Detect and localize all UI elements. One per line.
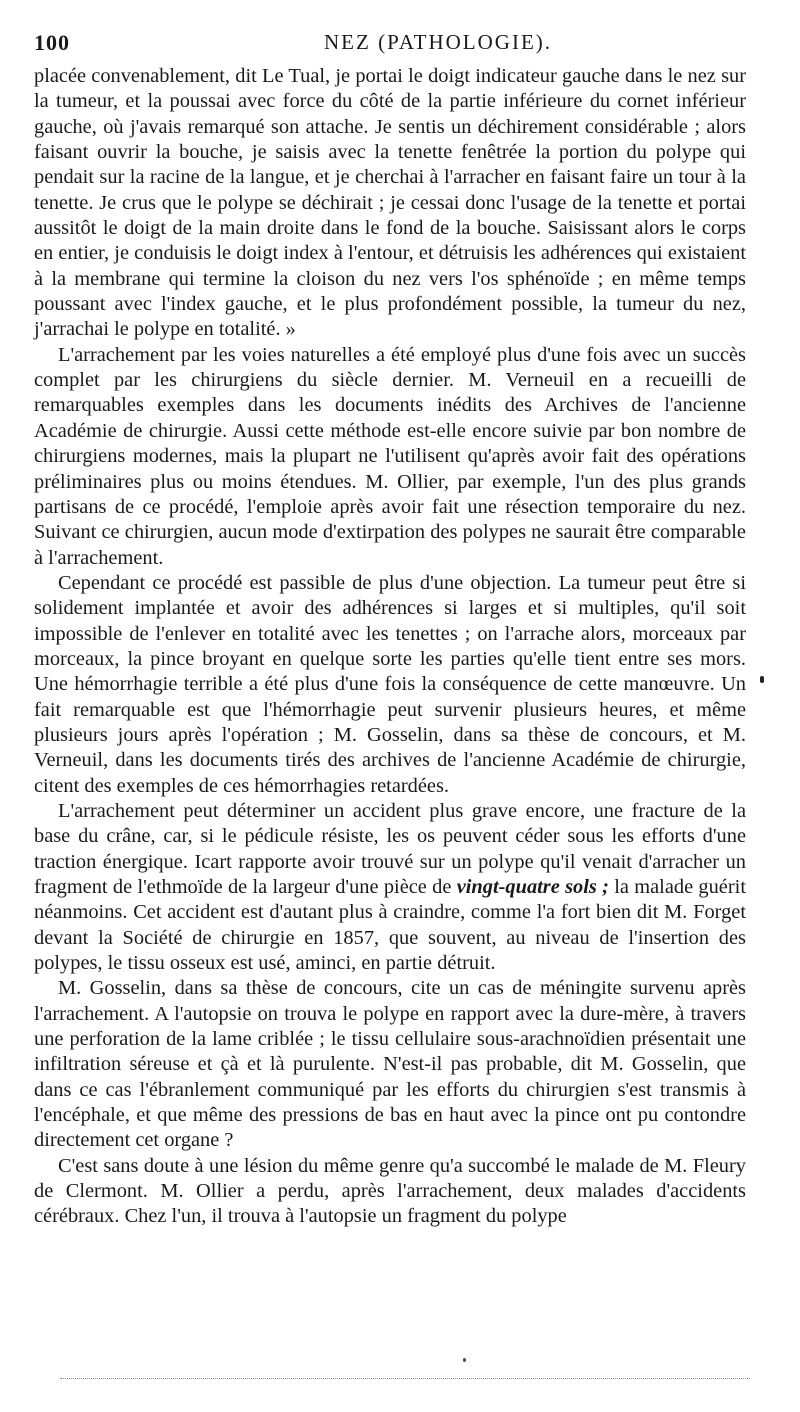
- paragraph-skull-fracture: [34, 799, 746, 976]
- footer-dotted-rule: [60, 1378, 750, 1379]
- paragraph-cerebral-accidents: C'est sans doute à une lésion du même genre qu'a succombé le malade de M. Fleury de Clermont. M. Ollier a perdu, après l'arrachement, deux malades d'accidents cérébraux. Chez l'un, il trouva à l'autopsie un fragment du polype: [34, 1154, 746, 1228]
- paragraph-continued-quote: placée convenablement, dit Le Tual, je portai le doigt indicateur gauche dans le nez sur la tumeur, et la poussai avec force du côté de la partie inférieure du cornet inférieur gauche, où j'avais remarqué son attache. Je sentis un déchirement considérable ; alors faisant ouvrir la bouche, je saisis avec la tenette fenêtrée la portion du polype qui pendait sur la racine de la langue, et je cherchai à l'arracher en faisant faire un tour à la tenette. Je crus que le polype se déchirait ; je cessai donc l'usage de la tenette et portai aussitôt le doigt de la main droite dans le fond de la bouche. Saisissant alors le corps en entier, je conduisis le doigt index à l'entour, et détruisis les adhérences qui existaient à la membrane qui termine la cloison du nez vers l'os sphénoïde ; en même temps poussant avec l'index gauche, et le plus profondément possible, la tumeur du nez, j'arrachai le polype en totalité. »: [34, 65, 746, 341]
- ink-speck: [760, 676, 764, 683]
- fracture-emphasis: vingt-quatre sols ;: [456, 876, 609, 898]
- ink-dot: [463, 1358, 466, 1362]
- page-header: [34, 30, 744, 58]
- paragraph-objection-hemorrhage: Cependant ce procédé est passible de plus d'une objection. La tumeur peut être si solidement implantée et avoir des adhérences si larges et si multiples, qu'il soit impossible de l'enlever en totalité avec les tenettes ; on l'arrache alors, morceaux par morceaux, la pince broyant en quelque sorte les parties qu'elle tient entre ses mors. Une hémorrhagie terrible a été plus d'une fois la conséquence de cette manœuvre. Un fait remarquable est que l'hémorrhagie peut survenir plusieurs heures, et même plusieurs jours après l'opération ; M. Gosselin, dans sa thèse de concours, et M. Verneuil, dans les documents tirés des archives de l'ancienne Académie de chirurgie, citent des exemples de ces hémorrhagies retardées.: [34, 571, 746, 797]
- paragraph-meningitis: M. Gosselin, dans sa thèse de concours, cite un cas de méningite survenu après l'arrachement. A l'autopsie on trouva le polype en rapport avec la dure-mère, à travers une perforation de la lame criblée ; le tissu cellulaire sous-arachnoïdien présentait une infiltration séreuse et çà et là purulente. N'est-il pas probable, dit M. Gosselin, que dans ce cas l'ébranlement communiqué par les efforts du chirurgien s'est transmis à l'encéphale, et que même des pressions de bas en haut avec la pince ont pu contondre directement cet organe ?: [34, 977, 746, 1152]
- page-number: 100: [34, 30, 70, 55]
- fracture-text-before: L'arrachement peut déterminer un accident plus grave encore, une fracture de la base du crâne, car, si le pédicule résiste, les os peuvent céder sous les efforts d'une traction énergique. Icart rapporte avoir trouvé sur un polype qu'il venait d'arracher un fragment de l'ethmoïde de la largeur d'une pièce de: [34, 799, 746, 898]
- fracture-text-after: la malade guérit néanmoins. Cet accident est d'autant plus à craindre, comme l'a fort bien dit M. Forget devant la Société de chirurgie en 1857, que souvent, au niveau de l'insertion des polypes, le tissu osseux est usé, aminci, en partie détruit.: [34, 876, 746, 975]
- paragraph-arrachement-history: L'arrachement par les voies naturelles a été employé plus d'une fois avec un succès complet par les chirurgiens du siècle dernier. M. Verneuil en a recueilli de remarquables exemples dans les documents inédits des Archives de l'ancienne Académie de chirurgie. Aussi cette méthode est-elle encore suivie par bon nombre de chirurgiens modernes, mais la plupart ne l'utilisent qu'après avoir fait des opérations préliminaires plus ou moins étendues. M. Ollier, par exemple, l'un des plus grands partisans de ce procédé, l'emploie après avoir fait une résection temporaire du nez. Suivant ce chirurgien, aucun mode d'extirpation des polypes ne saurait être comparable à l'arrachement.: [34, 343, 746, 569]
- running-title: NEZ (PATHOLOGIE).: [324, 30, 553, 54]
- body-text: [34, 64, 746, 1230]
